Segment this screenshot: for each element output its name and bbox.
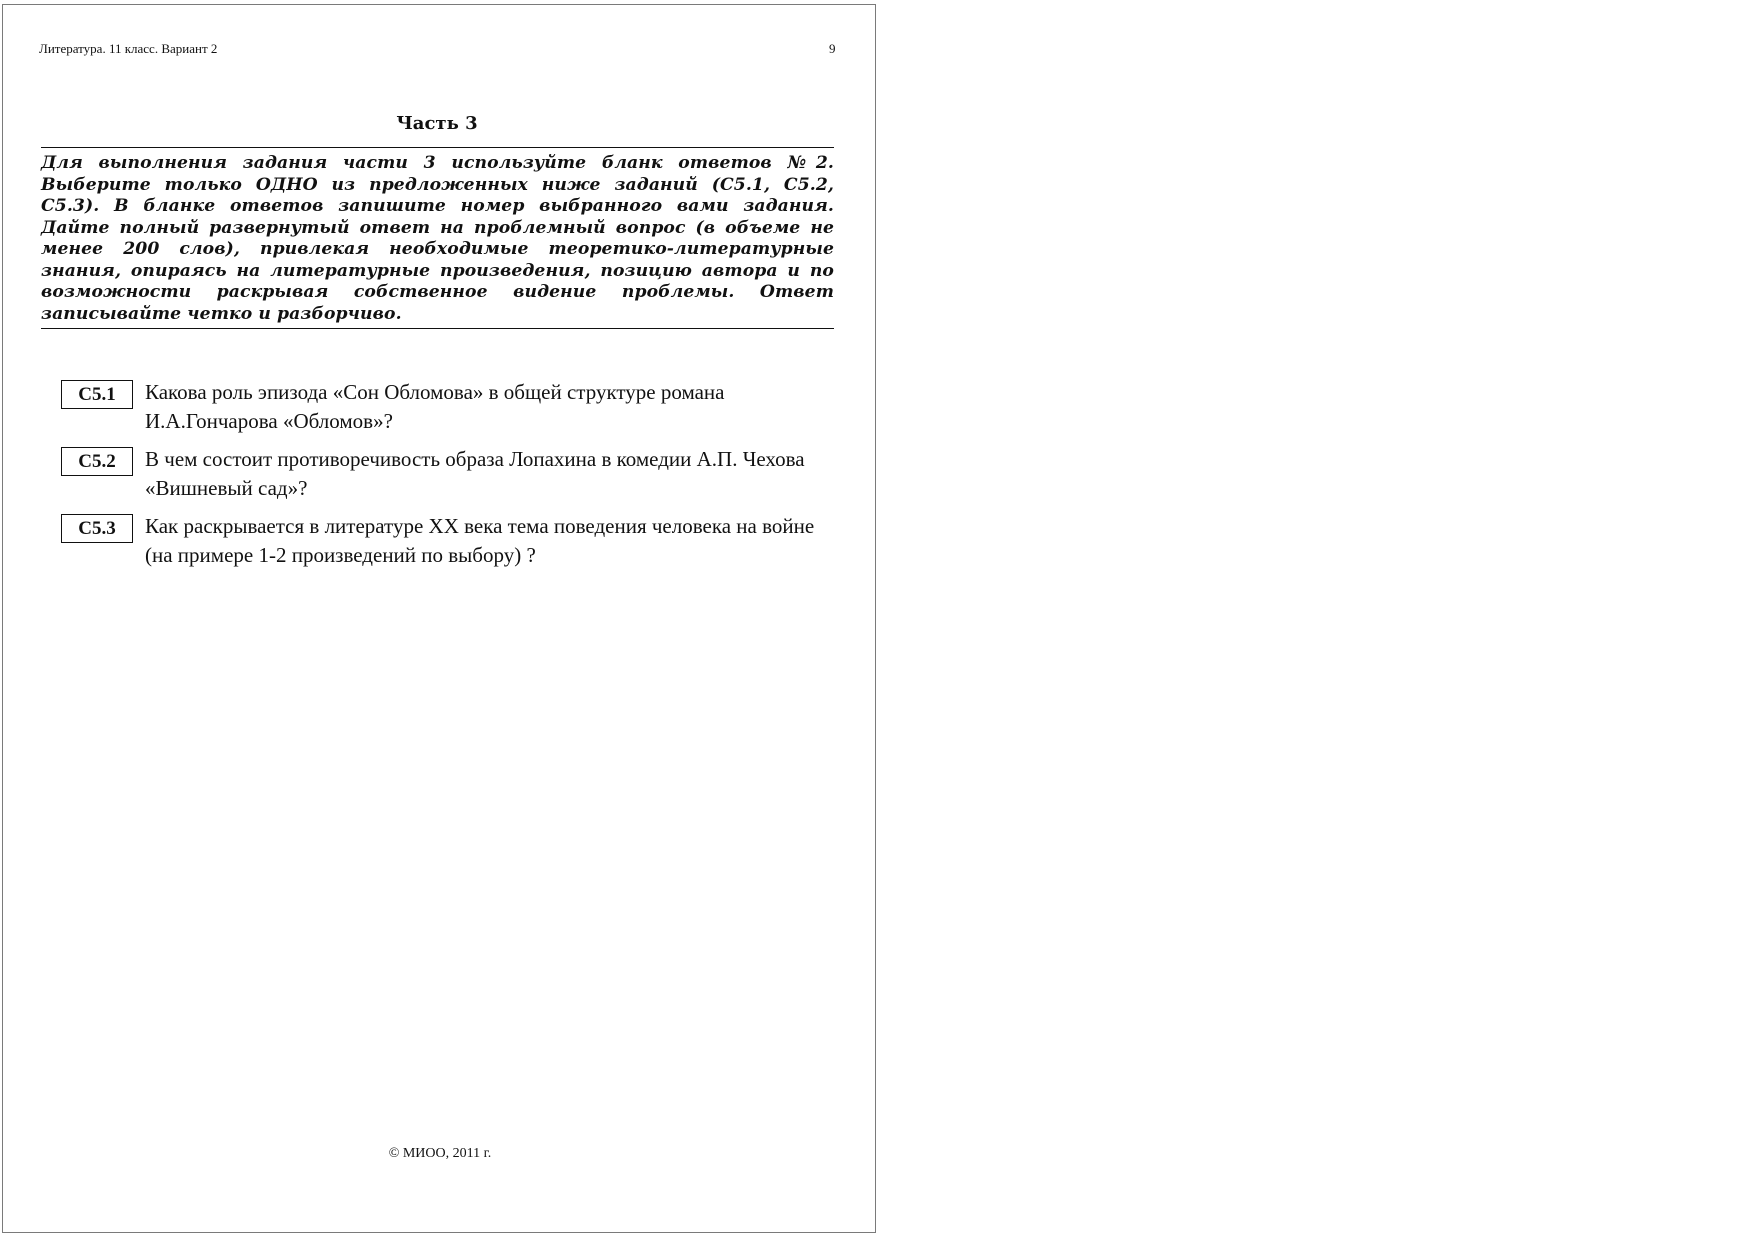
part-title: Часть 3 — [396, 113, 478, 134]
task-question: В чем состоит противоречивость образа Лопахина в комедии А.П. Чехова «Вишневый сад»? — [145, 447, 805, 500]
task-item — [61, 511, 821, 570]
task-question: Как раскрывается в литературе XX века тема поведения человека на войне (на примере 1-2 произведений по выбору) ? — [145, 514, 815, 567]
document-page — [2, 4, 876, 1233]
page-header-title: Литература. 11 класс. Вариант 2 — [39, 41, 218, 56]
task-code-label: С5.1 — [61, 380, 133, 409]
task-question: Какова роль эпизода «Сон Обломова» в общей структуре романа И.А.Гончарова «Обломов»? — [145, 380, 725, 433]
task-list — [61, 377, 821, 578]
task-code-label: С5.3 — [61, 514, 133, 543]
instruction-box: Для выполнения задания части 3 используйте бланк ответов №2. Выберите только ОДНО из предложенных ниже заданий (С5.1, С5.2, С5.3). В бланке ответов запишите номер выбранного вами задания. Дайте полный развернутый ответ на проблемный вопрос (в объеме не менее 200 слов), привлекая необходимые теоретико-литературные знания, опираясь на литературные произведения, позицию автора и по возможности раскрывая собственное видение проблемы. Ответ записывайте четко и разборчиво. — [41, 147, 834, 329]
task-code-label: С5.2 — [61, 447, 133, 476]
page-number: 9 — [829, 41, 836, 56]
task-item — [61, 377, 821, 436]
task-item — [61, 444, 821, 503]
copyright-footer: © МИОО, 2011 г. — [388, 1146, 492, 1161]
